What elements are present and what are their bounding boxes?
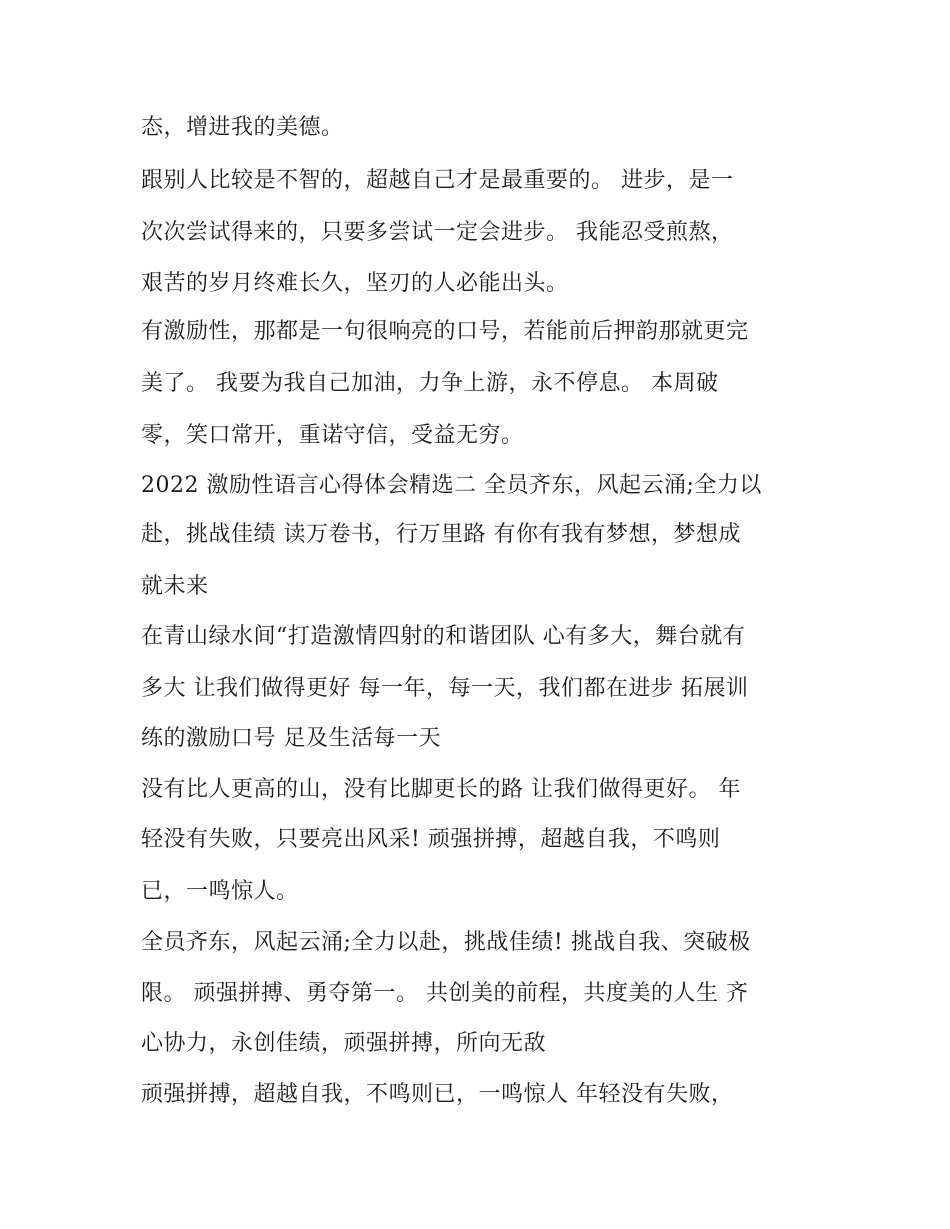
- text-line: 轻没有失败，只要亮出风采! 顽强拼搏，超越自我，不鸣则: [141, 827, 721, 852]
- text-line: 没有比人更高的山，没有比脚更长的路 让我们做得更好。 年: [141, 777, 741, 802]
- text-line: 练的激励口号 足及生活每一天: [141, 726, 441, 751]
- text-line: 零，笑口常开，重诺守信，受益无穷。: [141, 423, 524, 448]
- text-line: 就未来: [141, 574, 209, 599]
- text-line: 美了。 我要为我自己加油，力争上游，永不停息。 本周破: [141, 371, 719, 396]
- text-line: 跟别人比较是不智的，超越自己才是最重要的。 进步，是一: [141, 168, 734, 193]
- text-line: 在青山绿水间“打造激情四射的和谐团队 心有多大，舞台就有: [141, 624, 746, 649]
- text-line: 有激励性，那都是一句很响亮的口号，若能前后押韵那就更完: [141, 319, 749, 344]
- text-line: 次次尝试得来的，只要多尝试一定会进步。 我能忍受煎熬，: [141, 220, 734, 245]
- text-line: 已，一鸣惊人。: [141, 879, 299, 904]
- text-line: 心协力，永创佳绩，顽强拼搏，所向无敌: [141, 1031, 547, 1056]
- text-line: 多大 让我们做得更好 每一年，每一天，我们都在进步 拓展训: [141, 676, 749, 701]
- text-line: 艰苦的岁月终难长久，坚刃的人必能出头。: [141, 271, 569, 296]
- text-line: 态，增进我的美德。: [141, 115, 344, 140]
- text-line: 限。 顽强拼搏、勇夺第一。 共创美的前程，共度美的人生 齐: [141, 981, 749, 1006]
- text-line: 赴，挑战佳绩 读万卷书，行万里路 有你有我有梦想，梦想成: [141, 522, 741, 547]
- text-line: 2022 激励性语言心得体会精选二 全员齐东，风起云涌;全力以: [141, 473, 762, 498]
- text-line: 顽强拼搏，超越自我，不鸣则已，一鸣惊人 年轻没有失败，: [141, 1082, 734, 1107]
- text-line: 全员齐东，风起云涌;全力以赴，挑战佳绩! 挑战自我、突破极: [141, 930, 751, 955]
